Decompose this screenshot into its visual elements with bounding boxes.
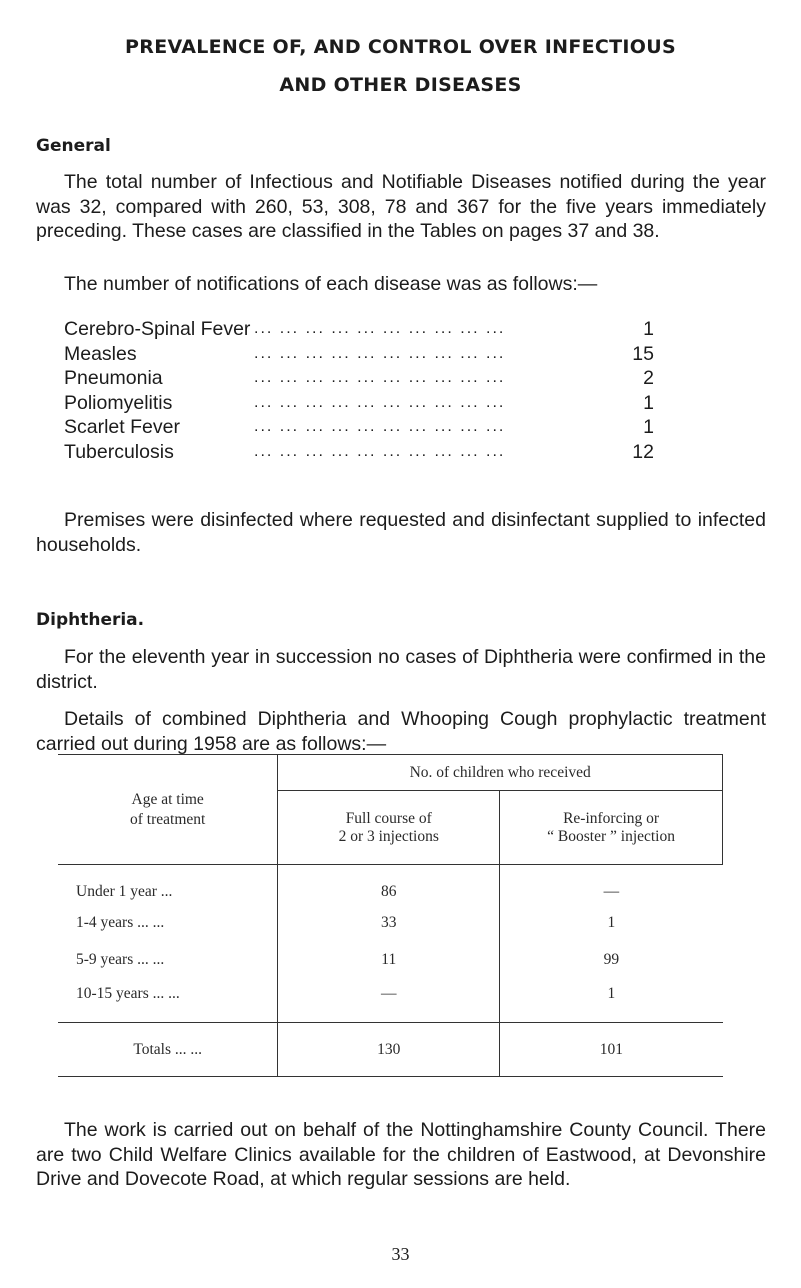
- prophylactic-treatment-table: [58, 754, 723, 1077]
- totals-label: Totals ... ...: [58, 1023, 278, 1077]
- page-title-line-2: AND OTHER DISEASES: [279, 74, 522, 96]
- booster-header: [500, 791, 723, 865]
- age-cell: 5-9 years ... ...: [58, 942, 278, 979]
- page-title-line-1: PREVALENCE OF, AND CONTROL OVER INFECTIOUS: [125, 36, 676, 58]
- age-cell: Under 1 year ...: [58, 865, 278, 905]
- disease-count: 1: [643, 416, 654, 438]
- disease-name: Measles: [64, 342, 141, 367]
- page-number: 33: [391, 1244, 410, 1264]
- diphtheria-paragraph-1: For the eleventh year in succession no cases of Diphtheria were confirmed in the district.: [36, 646, 766, 693]
- list-item: [64, 366, 654, 391]
- full-course-cell: —: [278, 979, 500, 1023]
- disease-name: Tuberculosis: [64, 440, 178, 465]
- closing-paragraph: The work is carried out on behalf of the Nottinghamshire County Council. There are two Child Welfare Clinics available for the children of Eastwood, at Devonshire Drive and Dovecote Road, at which regular sessions are held.: [36, 1119, 766, 1190]
- disease-name: Pneumonia: [64, 366, 167, 391]
- booster-cell: —: [603, 882, 620, 900]
- age-header-line-2: of treatment: [130, 810, 206, 828]
- full-course-header-line-1: Full course of: [345, 809, 432, 827]
- leader-dots: ... ... ... ... ... ... ... ... ... ...: [254, 393, 506, 411]
- full-course-header-line-2: 2 or 3 injections: [338, 827, 439, 845]
- table-totals-row: [58, 1023, 723, 1077]
- booster-cell: 99: [603, 951, 620, 968]
- leader-dots: ... ... ... ... ... ... ... ... ... ...: [254, 442, 506, 460]
- age-cell: 10-15 years ... ...: [58, 979, 278, 1023]
- list-item: [64, 415, 654, 440]
- table-row: [58, 905, 723, 942]
- disease-name: Poliomyelitis: [64, 391, 176, 416]
- full-course-cell: 11: [278, 942, 500, 979]
- table-row: [58, 942, 723, 979]
- age-cell: 1-4 years ... ...: [58, 905, 278, 942]
- table-row: [58, 979, 723, 1023]
- list-item: [64, 317, 654, 342]
- booster-cell: 1: [607, 914, 616, 931]
- leader-dots: ... ... ... ... ... ... ... ... ... ...: [254, 320, 506, 337]
- general-paragraph-3: Premises were disinfected where requested and disinfectant supplied to infected households.: [36, 509, 766, 556]
- disease-name: Scarlet Fever: [64, 415, 184, 440]
- list-item: [64, 391, 654, 416]
- leader-dots: ... ... ... ... ... ... ... ... ... ...: [254, 418, 506, 435]
- age-column-header: [58, 755, 278, 865]
- full-course-header: [278, 791, 500, 865]
- disease-count: 15: [632, 342, 654, 365]
- totals-full-course: 130: [278, 1023, 500, 1077]
- booster-cell: 1: [500, 979, 723, 1023]
- disease-count: 1: [643, 391, 654, 414]
- list-item: [64, 342, 654, 367]
- totals-booster: 101: [500, 1023, 723, 1077]
- disease-count: 2: [643, 367, 654, 389]
- disease-name: Cerebro-Spinal Fever: [64, 317, 254, 342]
- group-header: No. of children who received: [278, 755, 723, 791]
- disease-count: 12: [632, 440, 654, 463]
- full-course-cell: 33: [278, 905, 500, 942]
- general-heading: General: [36, 136, 111, 156]
- table-row: [58, 865, 723, 905]
- disease-notification-list: [64, 317, 654, 464]
- disease-count: 1: [643, 318, 654, 340]
- leader-dots: ... ... ... ... ... ... ... ... ... ...: [254, 369, 506, 386]
- general-paragraph-2: The number of notifications of each disease was as follows:—: [64, 273, 598, 295]
- booster-header-line-2: “ Booster ” injection: [547, 827, 675, 845]
- diphtheria-heading: Diphtheria.: [36, 610, 145, 630]
- full-course-cell: 86: [278, 865, 500, 905]
- booster-header-line-1: Re-inforcing or: [563, 809, 660, 827]
- leader-dots: ... ... ... ... ... ... ... ... ... ...: [254, 344, 506, 362]
- general-paragraph-1: The total number of Infectious and Notifiable Diseases notified during the year was 32, compared with 260, 53, 308, 78 and 367 for the five years immediately preceding. These cases are classified in the Tables on pages 37 and 38.: [36, 171, 766, 242]
- list-item: [64, 440, 654, 465]
- age-header-line-1: Age at time: [131, 790, 204, 808]
- diphtheria-paragraph-2: Details of combined Diphtheria and Whooping Cough prophylactic treatment carried out during 1958 are as follows:—: [36, 708, 766, 755]
